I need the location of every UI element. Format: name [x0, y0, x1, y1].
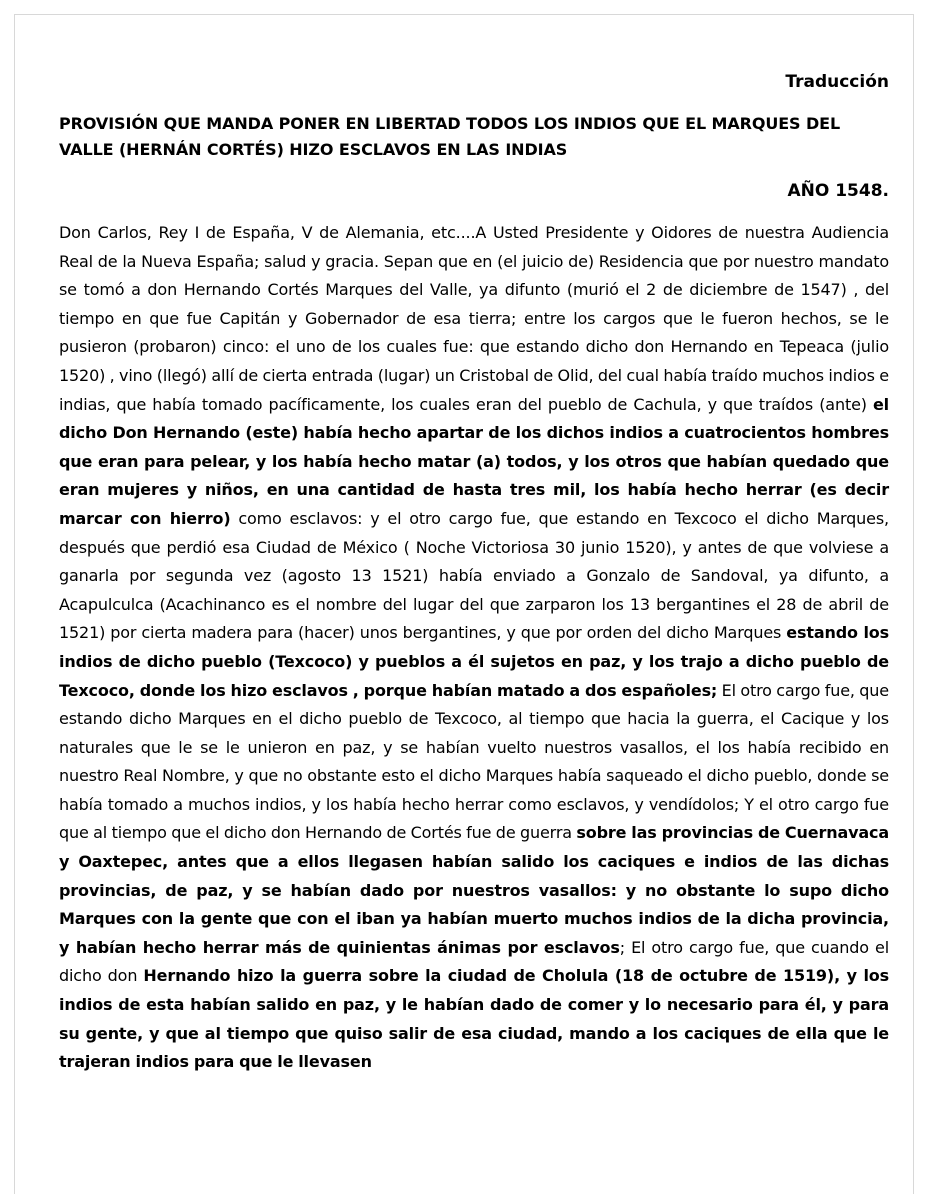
body-text-segment: El otro cargo fue, que estando dicho Marques en el dicho pueblo de Texcoco, al tiempo que hacia la guerra, el Cacique y los naturales que le se le unieron en paz, y se habían vuelto nuestros vasallos, el los había recibido en nuestro Real Nombre, y que no obstante esto el dicho Marques había saqueado el dicho pueblo, donde se había tomado a muchos indios, y los había hecho herrar como esclavos, y vendídolos; Y el otro cargo fue que al tiempo que el dicho don Hernando de Cortés fue de guerra: [59, 680, 889, 843]
body-text-segment: ; El otro cargo fue, que cuando el dicho don: [59, 937, 889, 986]
body-bold-segment: estando los indios de dicho pueblo (Texcoco) y pueblos a él sujetos en paz, y los trajo a dicho pueblo de Texcoco, donde los hizo esclavos , porque habían matado a dos españoles;: [59, 623, 890, 700]
document-content: [59, 69, 889, 1077]
body-bold-segment: Hernando hizo la guerra sobre la ciudad de Cholula (18 de octubre de 1519), y los indios de esta habían salido en paz, y le habían dado de comer y lo necesario para él, y para su gente, y que al tiempo que quiso salir de esa ciudad, mando a los caciques de ella que le trajeran indios para que le llevasen: [59, 966, 889, 1072]
document-title: PROVISIÓN QUE MANDA PONER EN LIBERTAD TODOS LOS INDIOS QUE EL MARQUES DEL VALLE (HERNÁN CORTÉS) HIZO ESCLAVOS EN LAS INDIAS: [59, 114, 841, 159]
body-text-segment: Don Carlos, Rey I de España, V de Alemania, etc....A Usted Presidente y Oidores de nuestra Audiencia Real de la Nueva España; salud y gracia. Sepan que en (el juicio de) Residencia que por nuestro mandato se tomó a don Hernando Cortés Marques del Valle, ya difunto (murió el 2 de diciembre de 1547) , del tiempo en que fue Capitán y Gobernador de esa tierra; entre los cargos que le fueron hechos, se le pusieron (probaron) cinco: el uno de los cuales fue: que estando dicho don Hernando en Tepeaca (julio 1520) , vino (llegó) allí de cierta entrada (lugar) un Cristobal de Olid, del cual había traído muchos indios e indias, que había tomado pacíficamente, los cuales eran del pueblo de Cachula, y que traídos (ante): [59, 223, 889, 414]
body-text-segment: como esclavos: y el otro cargo fue, que estando en Texcoco el dicho Marques, después que perdió esa Ciudad de México ( Noche Victoriosa 30 junio 1520), y antes de que volviese a ganarla por segunda vez (agosto 13 1521) había enviado a Gonzalo de Sandoval, ya difunto, a Acapulculca (Acachinanco es el nombre del lugar del que zarparon los 13 bergantines el 28 de abril de 1521) por cierta madera para (hacer) unos bergantines, y que por orden del dicho Marques: [59, 508, 889, 643]
body-paragraph: [59, 219, 889, 1077]
body-bold-segment: sobre las provincias de Cuernavaca y Oaxtepec, antes que a ellos llegasen habían salido los caciques e indios de las dichas provincias, de paz, y se habían dado por nuestros vasallos: y no obstante lo supo dicho Marques con la gente que con el iban ya habían muerto muchos indios de la dicha provincia, y habían hecho herrar más de quinientas ánimas por esclavos: [59, 823, 889, 957]
translation-label: Traducción: [785, 72, 889, 92]
document-page: [14, 14, 914, 1194]
document-year: AÑO 1548.: [787, 181, 889, 201]
body-bold-segment: el dicho Don Hernando (este) había hecho apartar de los dichos indios a cuatrocientos hombres que eran para pelear, y los había hecho matar (a) todos, y los otros que habían quedado que eran mujeres y niños, en una cantidad de hasta tres mil, los había hecho herrar (es decir marcar con hierro): [59, 394, 889, 528]
